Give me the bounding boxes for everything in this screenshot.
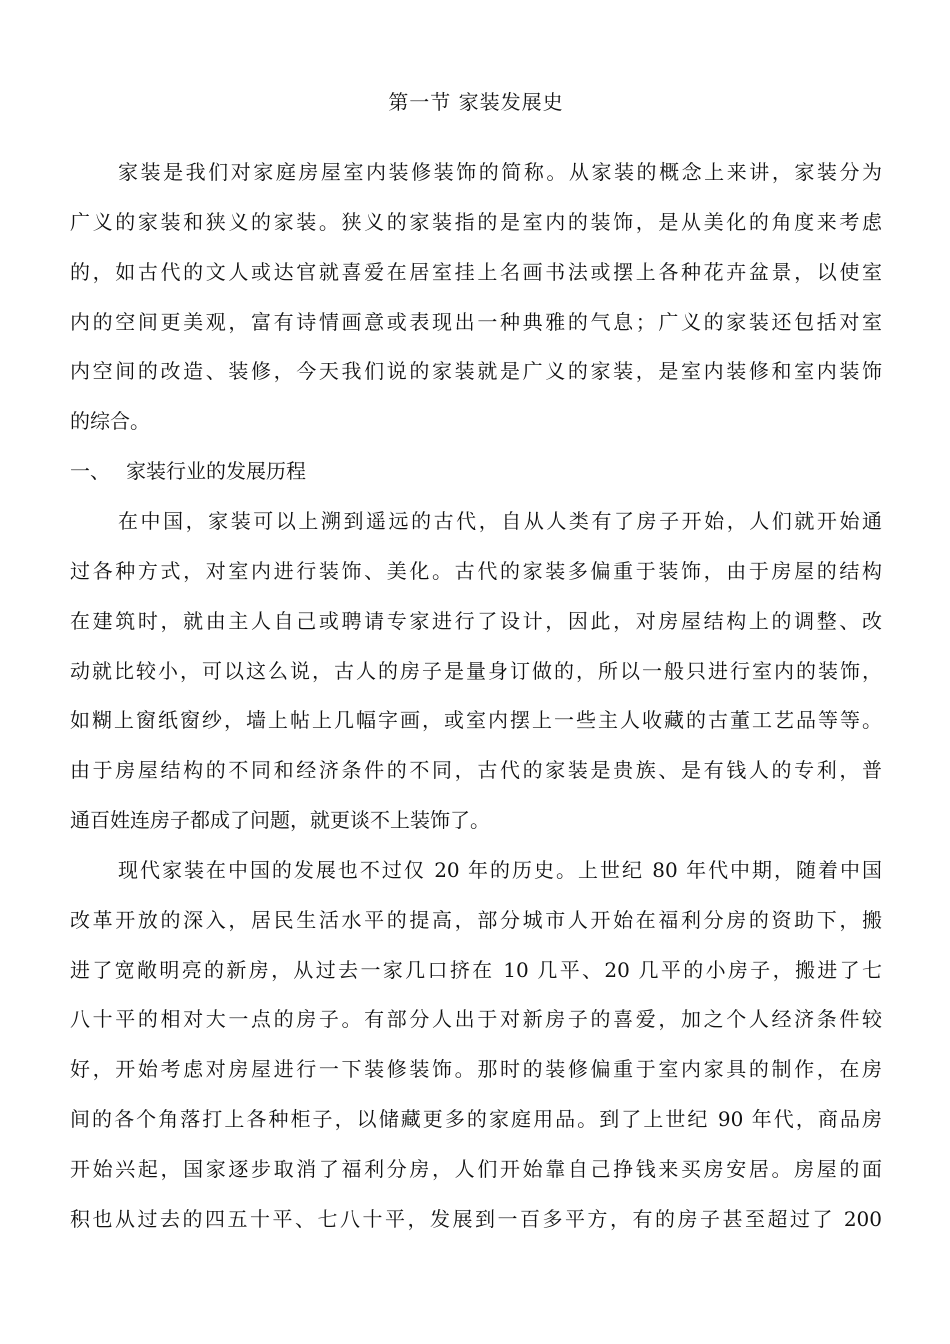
paragraph-1-line-5: 内空间的改造、装修，今天我们说的家装就是广义的家装，是室内装修和室内装饰 <box>70 359 882 383</box>
paragraph-1-line-1: 家装是我们对家庭房屋室内装修装饰的简称。从家装的概念上来讲，家装分为 <box>118 160 882 184</box>
section-number: 一、 <box>70 459 110 483</box>
paragraph-3-line-5: 好，开始考虑对房屋进行一下装修装饰。那时的装修偏重于室内家具的制作，在房 <box>70 1057 882 1081</box>
paragraph-2-line-3: 在建筑时，就由主人自己或聘请专家进行了设计，因此，对房屋结构上的调整、改 <box>70 609 882 633</box>
paragraph-3-line-3: 进了宽敞明亮的新房，从过去一家几口挤在 10 几平、20 几平的小房子，搬进了七 <box>70 958 882 982</box>
paragraph-1-line-6: 的综合。 <box>70 409 150 433</box>
paragraph-3-line-6: 间的各个角落打上各种柜子，以储藏更多的家庭用品。到了上世纪 90 年代，商品房 <box>70 1107 882 1131</box>
page-title: 第一节 家装发展史 <box>388 90 564 114</box>
paragraph-3-line-8: 积也从过去的四五十平、七八十平，发展到一百多平方，有的房子甚至超过了 200 <box>70 1207 882 1231</box>
section-heading-text: 家装行业的发展历程 <box>126 459 306 483</box>
paragraph-3-line-4: 八十平的相对大一点的房子。有部分人出于对新房子的喜爱，加之个人经济条件较 <box>70 1007 882 1031</box>
paragraph-2-line-4: 动就比较小，可以这么说，古人的房子是量身订做的，所以一般只进行室内的装饰， <box>70 659 882 683</box>
paragraph-3-line-7: 开始兴起，国家逐步取消了福利分房，人们开始靠自己挣钱来买房安居。房屋的面 <box>70 1157 882 1181</box>
paragraph-1-line-2: 广义的家装和狭义的家装。狭义的家装指的是室内的装饰，是从美化的角度来考虑 <box>70 210 882 234</box>
paragraph-2-line-5: 如糊上窗纸窗纱，墙上帖上几幅字画，或室内摆上一些主人收藏的古董工艺品等等。 <box>70 708 882 732</box>
paragraph-2-line-6: 由于房屋结构的不同和经济条件的不同，古代的家装是贵族、是有钱人的专利，普 <box>70 758 882 782</box>
paragraph-1-line-4: 内的空间更美观，富有诗情画意或表现出一种典雅的气息；广义的家装还包括对室 <box>70 310 882 334</box>
paragraph-3-line-2: 改革开放的深入，居民生活水平的提高，部分城市人开始在福利分房的资助下，搬 <box>70 908 882 932</box>
paragraph-2-line-7: 通百姓连房子都成了问题，就更谈不上装饰了。 <box>70 808 490 832</box>
paragraph-3-line-1: 现代家装在中国的发展也不过仅 20 年的历史。上世纪 80 年代中期，随着中国 <box>118 858 882 882</box>
section-heading <box>70 457 306 485</box>
paragraph-1-line-3: 的，如古代的文人或达官就喜爱在居室挂上名画书法或摆上各种花卉盆景，以使室 <box>70 260 882 284</box>
paragraph-2-line-2: 过各种方式，对室内进行装饰、美化。古代的家装多偏重于装饰，由于房屋的结构 <box>70 559 882 583</box>
paragraph-2-line-1: 在中国，家装可以上溯到遥远的古代，自从人类有了房子开始，人们就开始通 <box>118 509 882 533</box>
